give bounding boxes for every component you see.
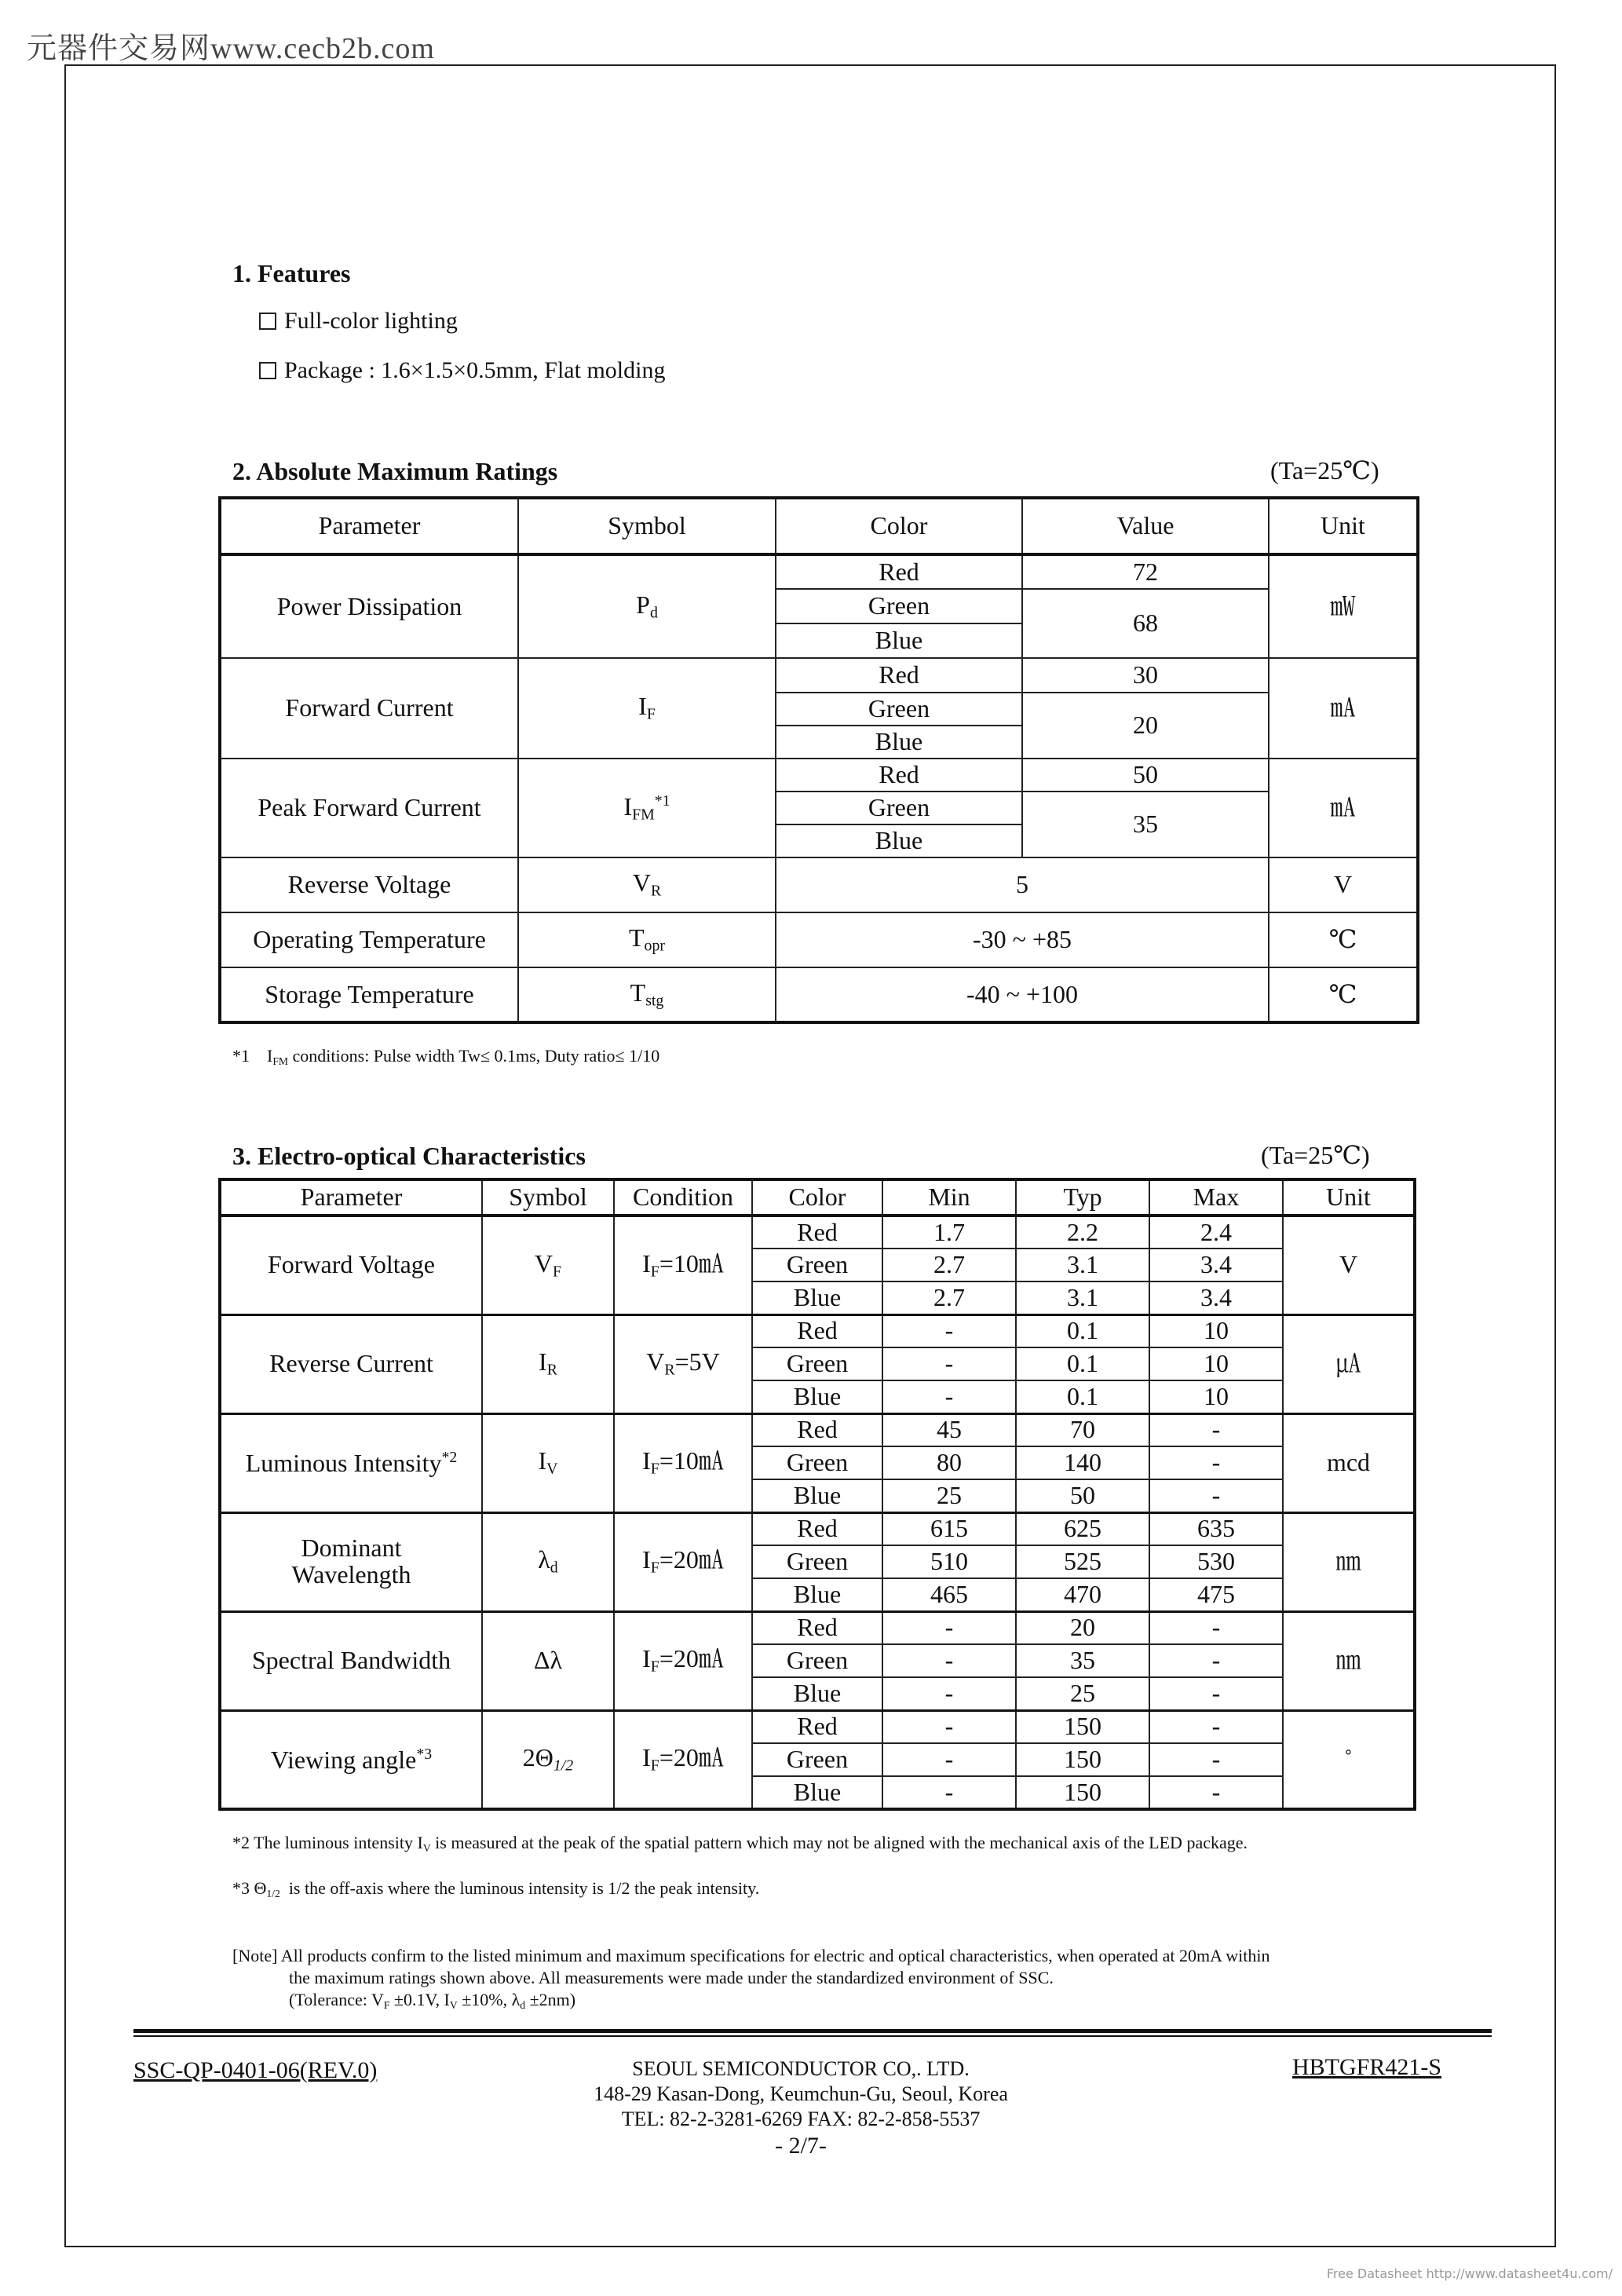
amr-header-row <box>220 498 1418 554</box>
color-cell: Red <box>776 554 1022 589</box>
color-cell: Red <box>776 658 1022 693</box>
condition-cell: $I_F=20㎃$ <box>614 1611 752 1710</box>
max-cell: - <box>1149 1710 1283 1743</box>
color-cell: Blue <box>776 824 1022 857</box>
max-cell: - <box>1149 1479 1283 1512</box>
typ-cell: 3.1 <box>1016 1281 1149 1314</box>
condition-cell: $I_F=10㎃$ <box>614 1413 752 1512</box>
typ-cell: 2.2 <box>1016 1216 1149 1249</box>
typ-cell: 20 <box>1016 1611 1149 1644</box>
color-cell: Blue <box>752 1281 882 1314</box>
color-cell: Green <box>752 1347 882 1380</box>
value-cell: 72 <box>1022 554 1269 589</box>
symbol-cell: $I_F$ <box>518 658 776 759</box>
typ-cell: 25 <box>1016 1677 1149 1710</box>
max-cell: 3.4 <box>1149 1281 1283 1314</box>
color-cell: Green <box>776 589 1022 623</box>
general-note-line1: [Note] All products confirm to the listed minimum and maximum specifications for electric and optical characteristics, when operated at 20mA within <box>232 1946 1270 1965</box>
max-cell: - <box>1149 1677 1283 1710</box>
col-header: Min <box>882 1179 1016 1216</box>
value-cell: 68 <box>1022 589 1269 658</box>
col-header: Unit <box>1269 498 1418 554</box>
symbol-cell: $\lambda_d$ <box>482 1512 614 1611</box>
min-cell: - <box>882 1644 1016 1677</box>
watermark: 元器件交易网www.cecb2b.com <box>27 32 435 65</box>
table-row <box>220 1216 1415 1249</box>
min-cell: - <box>882 1710 1016 1743</box>
min-cell: - <box>882 1380 1016 1413</box>
param-cell: Reverse Current <box>220 1314 482 1413</box>
color-cell: Red <box>752 1710 882 1743</box>
max-cell: 10 <box>1149 1314 1283 1347</box>
typ-cell: 0.1 <box>1016 1314 1149 1347</box>
unit-cell: ㎂ <box>1283 1314 1415 1413</box>
symbol-cell: $I_{FM}^{*1}$ <box>518 759 776 857</box>
min-cell: - <box>882 1677 1016 1710</box>
symbol-cell: $T_{stg}$ <box>518 967 776 1022</box>
amr-footnote: *1 $I_{FM}$ conditions: Pulse width Tw≤ 0.1ms, Duty ratio≤ 1/10 <box>232 1046 660 1067</box>
value-cell: -40 ~ +100 <box>776 967 1269 1022</box>
param-cell: Peak Forward Current <box>220 759 518 857</box>
table-row <box>220 759 1418 792</box>
color-cell: Blue <box>752 1677 882 1710</box>
table-row <box>220 554 1418 589</box>
max-cell: 3.4 <box>1149 1249 1283 1281</box>
unit-cell: ℃ <box>1269 967 1418 1022</box>
typ-cell: 35 <box>1016 1644 1149 1677</box>
symbol-cell: $P_d$ <box>518 554 776 658</box>
eoc-header-row <box>220 1179 1415 1216</box>
typ-cell: 525 <box>1016 1545 1149 1578</box>
param-cell: Power Dissipation <box>220 554 518 658</box>
min-cell: 510 <box>882 1545 1016 1578</box>
color-cell: Green <box>752 1249 882 1281</box>
table-row <box>220 857 1418 912</box>
unit-cell: mcd <box>1283 1413 1415 1512</box>
company-address: 148-29 Kasan-Dong, Keumchun-Gu, Seoul, Korea <box>594 2082 1008 2105</box>
col-header: Condition <box>614 1179 752 1216</box>
eoc-footnote-2: *2 The luminous intensity $I_V$ is measured at the peak of the spatial pattern which may not be aligned with the mechanical axis of the LED package. <box>232 1833 1248 1854</box>
color-cell: Green <box>752 1446 882 1479</box>
table-row <box>220 1710 1415 1743</box>
symbol-cell: $T_{opr}$ <box>518 912 776 967</box>
max-cell: 475 <box>1149 1578 1283 1611</box>
unit-cell: ㎚ <box>1283 1512 1415 1611</box>
col-header: Parameter <box>220 1179 482 1216</box>
min-cell: 2.7 <box>882 1281 1016 1314</box>
value-cell: 35 <box>1022 792 1269 857</box>
table-row <box>220 912 1418 967</box>
min-cell: 465 <box>882 1578 1016 1611</box>
unit-cell: ㎃ <box>1269 759 1418 857</box>
typ-cell: 50 <box>1016 1479 1149 1512</box>
amr-condition: (Ta=25℃) <box>1270 456 1379 484</box>
unit-cell: V <box>1269 857 1418 912</box>
color-cell: Blue <box>776 623 1022 658</box>
param-cell: Viewing angle$^{*3}$ <box>220 1710 482 1809</box>
max-cell: - <box>1149 1446 1283 1479</box>
max-cell: 530 <box>1149 1545 1283 1578</box>
min-cell: - <box>882 1611 1016 1644</box>
max-cell: - <box>1149 1776 1283 1809</box>
value-cell: 20 <box>1022 693 1269 759</box>
datasheet-credit: Free Datasheet http://www.datasheet4u.com/ <box>1326 2266 1613 2281</box>
symbol-cell: $I_V$ <box>482 1413 614 1512</box>
typ-cell: 150 <box>1016 1710 1149 1743</box>
typ-cell: 70 <box>1016 1413 1149 1446</box>
param-cell: Dominant Wavelength <box>220 1512 482 1611</box>
condition-cell: $V_R=5V$ <box>614 1314 752 1413</box>
unit-cell: ㎃ <box>1269 658 1418 759</box>
table-row <box>220 1512 1415 1545</box>
table-row <box>220 658 1418 693</box>
general-note-line2: the maximum ratings shown above. All measurements were made under the standardized environment of SSC. <box>289 1968 1054 1987</box>
param-cell: Spectral Bandwidth <box>220 1611 482 1710</box>
value-cell: 50 <box>1022 759 1269 792</box>
param-cell: Operating Temperature <box>220 912 518 967</box>
typ-cell: 3.1 <box>1016 1249 1149 1281</box>
symbol-cell: $2\Theta_{1/2}$ <box>482 1710 614 1809</box>
min-cell: 615 <box>882 1512 1016 1545</box>
color-cell: Green <box>776 792 1022 824</box>
typ-cell: 0.1 <box>1016 1380 1149 1413</box>
color-cell: Green <box>752 1644 882 1677</box>
color-cell: Blue <box>752 1380 882 1413</box>
color-cell: Red <box>752 1611 882 1644</box>
unit-cell: V <box>1283 1216 1415 1314</box>
col-header: Symbol <box>482 1179 614 1216</box>
min-cell: - <box>882 1314 1016 1347</box>
amr-heading: 2. Absolute Maximum Ratings <box>232 457 558 485</box>
color-cell: Blue <box>752 1479 882 1512</box>
color-cell: Green <box>752 1743 882 1776</box>
page-number: - 2/7- <box>775 2133 827 2159</box>
symbol-cell: $V_F$ <box>482 1216 614 1314</box>
table-row <box>220 1611 1415 1644</box>
max-cell: - <box>1149 1644 1283 1677</box>
symbol-cell: Δλ <box>482 1611 614 1710</box>
value-cell: 5 <box>776 857 1269 912</box>
col-header: Color <box>752 1179 882 1216</box>
color-cell: Red <box>752 1512 882 1545</box>
col-header: Color <box>776 498 1022 554</box>
typ-cell: 150 <box>1016 1743 1149 1776</box>
typ-cell: 625 <box>1016 1512 1149 1545</box>
feature-item: Package : 1.6×1.5×0.5mm, Flat molding <box>259 357 665 384</box>
table-row <box>220 1314 1415 1347</box>
unit-cell: ㎚ <box>1283 1611 1415 1710</box>
min-cell: - <box>882 1776 1016 1809</box>
typ-cell: 140 <box>1016 1446 1149 1479</box>
max-cell: 635 <box>1149 1512 1283 1545</box>
col-header: Unit <box>1283 1179 1415 1216</box>
symbol-cell: $V_R$ <box>518 857 776 912</box>
max-cell: - <box>1149 1743 1283 1776</box>
condition-cell: $I_F=10㎃$ <box>614 1216 752 1314</box>
checkbox-icon <box>259 313 276 330</box>
typ-cell: 470 <box>1016 1578 1149 1611</box>
color-cell: Red <box>752 1413 882 1446</box>
col-header: Symbol <box>518 498 776 554</box>
color-cell: Green <box>776 693 1022 726</box>
col-header: Parameter <box>220 498 518 554</box>
col-header: Typ <box>1016 1179 1149 1216</box>
unit-cell: ˚ <box>1283 1710 1415 1809</box>
color-cell: Blue <box>776 726 1022 759</box>
typ-cell: 150 <box>1016 1776 1149 1809</box>
footer-rule <box>133 2035 1492 2037</box>
value-cell: 30 <box>1022 658 1269 693</box>
doc-code: SSC-QP-0401-06(REV.0) <box>133 2057 378 2083</box>
param-cell: Storage Temperature <box>220 967 518 1022</box>
amr-table <box>218 496 1419 1024</box>
eoc-heading: 3. Electro-optical Characteristics <box>232 1142 586 1170</box>
max-cell: 10 <box>1149 1380 1283 1413</box>
table-row <box>220 1413 1415 1446</box>
min-cell: - <box>882 1347 1016 1380</box>
condition-cell: $I_F=20㎃$ <box>614 1512 752 1611</box>
unit-cell: ℃ <box>1269 912 1418 967</box>
part-number: HBTGFR421-S <box>1292 2054 1442 2080</box>
min-cell: 1.7 <box>882 1216 1016 1249</box>
max-cell: - <box>1149 1413 1283 1446</box>
max-cell: 2.4 <box>1149 1216 1283 1249</box>
company-phone: TEL: 82-2-3281-6269 FAX: 82-2-858-5537 <box>621 2108 981 2130</box>
feature-item: Full-color lighting <box>259 308 458 335</box>
param-cell: Luminous Intensity$^{*2}$ <box>220 1413 482 1512</box>
features-heading: 1. Features <box>232 259 351 287</box>
value-cell: -30 ~ +85 <box>776 912 1269 967</box>
param-cell: Reverse Voltage <box>220 857 518 912</box>
col-header: Value <box>1022 498 1269 554</box>
footer-rule <box>133 2029 1492 2033</box>
color-cell: Red <box>776 759 1022 792</box>
table-row <box>220 967 1418 1022</box>
param-cell: Forward Voltage <box>220 1216 482 1314</box>
company-name: SEOUL SEMICONDUCTOR CO,. LTD. <box>632 2057 970 2080</box>
eoc-footnote-3: *3 $\Theta_{1/2}$ is the off-axis where the luminous intensity is 1/2 the peak intensity. <box>232 1878 760 1899</box>
unit-cell: ㎽ <box>1269 554 1418 658</box>
param-cell: Forward Current <box>220 658 518 759</box>
color-cell: Red <box>752 1216 882 1249</box>
tolerance-note: (Tolerance: $V_F \pm 0.1V$, $I_V \pm 10\%$, $\lambda_d \pm 2nm$) <box>289 1990 576 2011</box>
min-cell: 2.7 <box>882 1249 1016 1281</box>
symbol-cell: $I_R$ <box>482 1314 614 1413</box>
checkbox-icon <box>259 362 276 379</box>
max-cell: 10 <box>1149 1347 1283 1380</box>
min-cell: - <box>882 1743 1016 1776</box>
color-cell: Blue <box>752 1776 882 1809</box>
max-cell: - <box>1149 1611 1283 1644</box>
typ-cell: 0.1 <box>1016 1347 1149 1380</box>
eoc-condition: (Ta=25℃) <box>1261 1141 1370 1169</box>
col-header: Max <box>1149 1179 1283 1216</box>
color-cell: Red <box>752 1314 882 1347</box>
min-cell: 45 <box>882 1413 1016 1446</box>
eoc-table <box>218 1178 1416 1811</box>
color-cell: Blue <box>752 1578 882 1611</box>
condition-cell: $I_F=20㎃$ <box>614 1710 752 1809</box>
color-cell: Green <box>752 1545 882 1578</box>
min-cell: 80 <box>882 1446 1016 1479</box>
min-cell: 25 <box>882 1479 1016 1512</box>
